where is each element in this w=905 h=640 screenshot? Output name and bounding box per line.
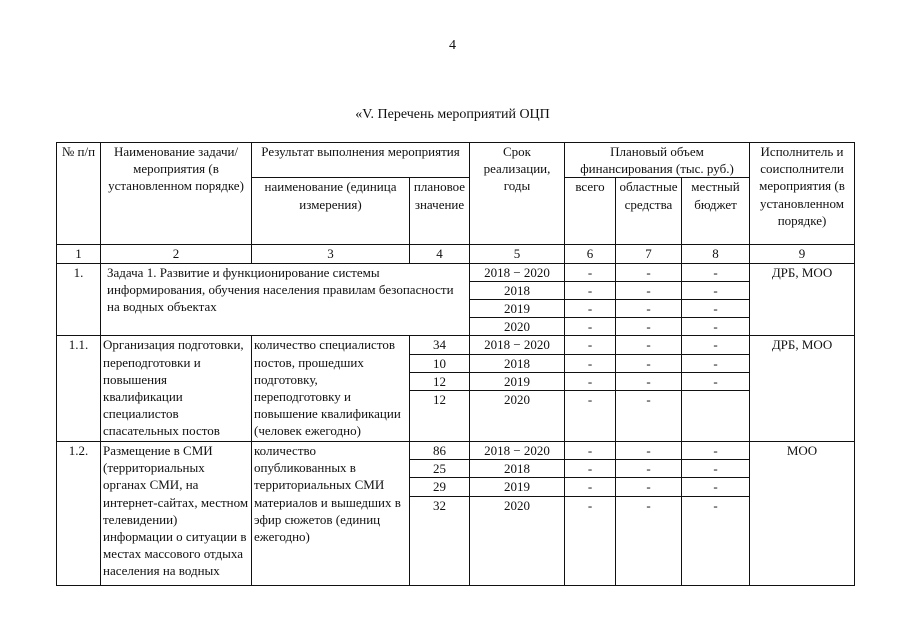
fin-total-cell: - — [565, 391, 616, 442]
activity-name: Размещение в СМИ (территориальных органах СМИ, на интернет-сайтах, местном телевидении) информации о ситуации в местах массового отдыха населения на водных — [101, 442, 252, 586]
planned-value-cell: 86 — [410, 442, 470, 460]
fin-local-cell: - — [682, 263, 750, 281]
table-row — [57, 263, 855, 281]
col-number: 5 — [470, 245, 565, 263]
col-number: 3 — [252, 245, 410, 263]
planned-value-cell: 29 — [410, 478, 470, 496]
period-cell: 2020 — [470, 318, 565, 336]
column-number-row — [57, 245, 855, 263]
planned-value-cell: 12 — [410, 391, 470, 442]
col-number: 2 — [101, 245, 252, 263]
col-number: 8 — [682, 245, 750, 263]
fin-local-cell: - — [682, 372, 750, 390]
executor-cell: ДРБ, МОО — [750, 263, 855, 336]
fin-regional-cell: - — [616, 281, 682, 299]
fin-total-cell: - — [565, 354, 616, 372]
fin-total-cell: - — [565, 263, 616, 281]
document-title: «V. Перечень мероприятий ОЦП — [355, 107, 550, 122]
table-row — [57, 442, 855, 460]
fin-total-cell: - — [565, 460, 616, 478]
activity-num: 1.1. — [57, 336, 101, 442]
fin-local-cell: - — [682, 354, 750, 372]
activity-name: Организация подготовки, переподготовки и повышения квалификации специалистов спасательных постов — [101, 336, 252, 442]
task-name: Задача 1. Развитие и функционирование системы информирования, обучения населения правилам безопасности на водных объектах — [101, 263, 470, 336]
fin-local-cell: - — [682, 496, 750, 585]
fin-local-cell: - — [682, 300, 750, 318]
header-result-value: плановое значение — [410, 178, 470, 245]
fin-total-cell: - — [565, 442, 616, 460]
planned-value-cell: 10 — [410, 354, 470, 372]
fin-regional-cell: - — [616, 391, 682, 442]
header-result-name: наименование (единица измерения) — [252, 178, 410, 245]
header-period: Срок реализации, годы — [470, 143, 565, 245]
fin-regional-cell: - — [616, 300, 682, 318]
fin-total-cell: - — [565, 478, 616, 496]
fin-regional-cell: - — [616, 372, 682, 390]
page-number: 4 — [449, 38, 456, 53]
result-name: количество опубликованных в территориальных СМИ материалов и вышедших в эфир сюжетов (единиц ежегодно) — [252, 442, 410, 586]
activities-table — [56, 142, 855, 586]
period-cell: 2018 − 2020 — [470, 263, 565, 281]
header-fin-regional: областные средства — [616, 178, 682, 245]
fin-local-cell: - — [682, 281, 750, 299]
period-cell: 2018 — [470, 281, 565, 299]
fin-total-cell: - — [565, 496, 616, 585]
fin-regional-cell: - — [616, 478, 682, 496]
fin-local-cell — [682, 391, 750, 442]
fin-regional-cell: - — [616, 496, 682, 585]
fin-total-cell: - — [565, 372, 616, 390]
executor-cell: ДРБ, МОО — [750, 336, 855, 442]
fin-regional-cell: - — [616, 336, 682, 354]
fin-local-cell: - — [682, 460, 750, 478]
fin-regional-cell: - — [616, 442, 682, 460]
fin-total-cell: - — [565, 318, 616, 336]
period-cell: 2019 — [470, 372, 565, 390]
period-cell: 2019 — [470, 300, 565, 318]
task-num: 1. — [57, 263, 101, 336]
result-name: количество специалистов постов, прошедших подготовку, переподготовку и повышение квалификации (человек ежегодно) — [252, 336, 410, 442]
period-cell: 2020 — [470, 391, 565, 442]
fin-regional-cell: - — [616, 354, 682, 372]
executor-cell: МОО — [750, 442, 855, 586]
fin-local-cell: - — [682, 478, 750, 496]
col-number: 4 — [410, 245, 470, 263]
period-cell: 2018 − 2020 — [470, 336, 565, 354]
col-number: 6 — [565, 245, 616, 263]
fin-local-cell: - — [682, 318, 750, 336]
fin-regional-cell: - — [616, 460, 682, 478]
fin-total-cell: - — [565, 300, 616, 318]
fin-regional-cell: - — [616, 318, 682, 336]
period-cell: 2018 — [470, 354, 565, 372]
header-result: Результат выполнения мероприятия — [252, 143, 470, 178]
planned-value-cell: 34 — [410, 336, 470, 354]
fin-total-cell: - — [565, 281, 616, 299]
period-cell: 2019 — [470, 478, 565, 496]
header-name: Наименование задачи/мероприятия (в установленном порядке) — [101, 143, 252, 245]
fin-local-cell: - — [682, 336, 750, 354]
period-cell: 2018 — [470, 460, 565, 478]
fin-regional-cell: - — [616, 263, 682, 281]
header-finance: Плановый объем финансирования (тыс. руб.) — [565, 143, 750, 178]
planned-value-cell: 25 — [410, 460, 470, 478]
header-fin-total: всего — [565, 178, 616, 245]
fin-local-cell: - — [682, 442, 750, 460]
planned-value-cell: 32 — [410, 496, 470, 585]
col-number: 7 — [616, 245, 682, 263]
period-cell: 2018 − 2020 — [470, 442, 565, 460]
col-number: 1 — [57, 245, 101, 263]
header-executor: Исполнитель и соисполнители мероприятия (в установленном порядке) — [750, 143, 855, 245]
period-cell: 2020 — [470, 496, 565, 585]
table-row — [57, 336, 855, 354]
col-number: 9 — [750, 245, 855, 263]
activity-num: 1.2. — [57, 442, 101, 586]
header-fin-local: местный бюджет — [682, 178, 750, 245]
planned-value-cell: 12 — [410, 372, 470, 390]
fin-total-cell: - — [565, 336, 616, 354]
header-num: № п/п — [57, 143, 101, 245]
